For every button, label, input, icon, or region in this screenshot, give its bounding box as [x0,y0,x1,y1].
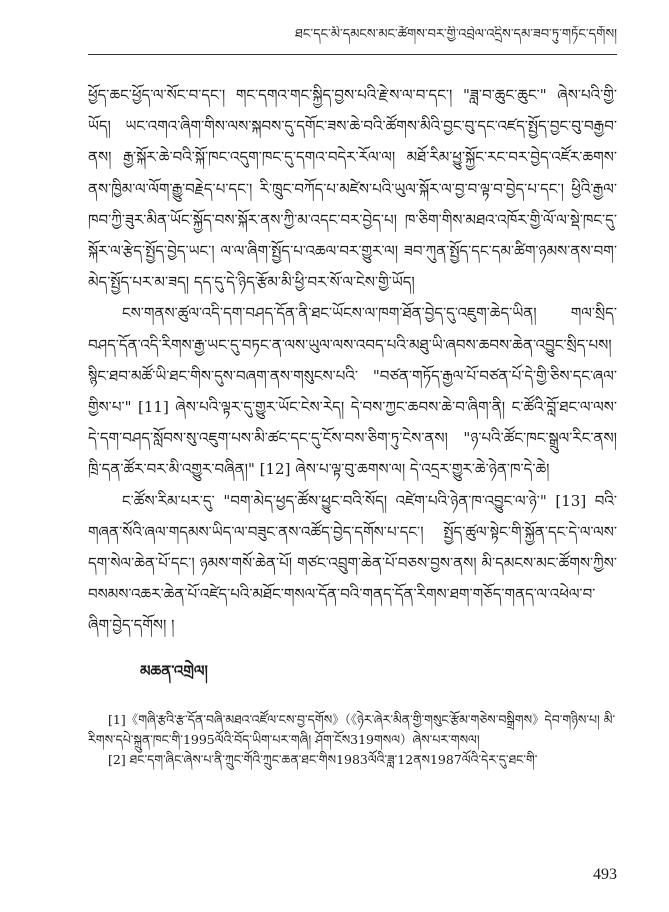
header-rule [88,54,617,55]
paragraph-text: ང་ཚོས་རིམ་པར་དུ་ "བག་མེད་ཕྱད་ཚོས་ཕྱུང་བའི་སོད། འཛེག་པའི་ཉེན་ཁ་འབྱུང་ལ་ཉེ་" [13] བའི་གཞན་སོའི་ཞལ་གདམས་ཡིད་ལ་བཟུང་ནས་འཚོད་བྱེད་དགོས་པ་དང་། སྤྱོད་ཚུལ་སྟེང་གི་སྐྱོན་དང་དེ་ལ་ལས་དག་སེལ་ཆེན་པོ་དང་། ཉམས་གསོ་ཆེན་པོ། གཙང་འབྲུག་ཆེན་པོ་བཅས་བྱས་ནས། མི་དམངས་མང་ཚོགས་ཀྱིས་བསམས་འཆར་ཆེན་པོ་འཛེད་པའི་མཐོང་གསལ་དོན་བའི་གནད་དོན་རིགས་ཐག་གཅོད་གནད་ལ་འཕེལ་བ་ཞིག་བྱེད་དགོས། ། [88,491,617,635]
footnote-1: [1]《གཞི་རྩའི་རྩ་དོན་བཞི་མཐའ་འཛོལ་ངས་བྱ་དགོས》（《ཉེར་ཞེར་མིན་གྱི་གསུང་རྩོམ་གཅེས་བསྒྲིགས》དེབ་གཉིས་པ། མི་རིགས་དཔེ་སྐྲུན་ཁང་གི་1995ལོའི་བོད་ཡིག་པར་གཞི། ཤོག་ངོས319གསལ）ཞེས་པར་གསལ། [88,712,616,747]
page-number: 493 [593,866,617,883]
paragraph-1 [88,80,617,298]
paragraph-2 [88,298,617,485]
paragraph-text: ངས་གནས་ཚུལ་འདི་དག་བཤད་དོན་ནི་ཐང་ཡོངས་ལ་ཁག་ཐོན་བྱེད་དུ་འཇུག་ཆེད་ཡིན། གལ་སྲིད་བཤད་དོན་འདི་རིགས་རྒྱ་ཡང་དུ་བཏང་ན་ལས་ཡུལ་ལས་འབད་པའི་མཐུ་ཡི་ཞབས་ཆབས་ཆེན་འབྱུང་སྲིད་པས། སྙིང་ཐབ་མཚོ་ཡི་ཐང་གིས་དུས་བཞག་ནས་གསུངས་པའི་ "བཙན་གཏོད་རྒྱལ་པོ་བཙན་པོ་དེ་གྱི་ཅིས་དང་ཞལ་གྱིས་པ་" [11] ཞེས་པའི་ལྟར་དུ་གྱུར་ཡོང་ངེས་རེད། དེ་བས་ཀྱང་ཆབས་ཆེ་བ་ཞིག་ནི། ང་ཚོའི་བློ་ཐང་ལ་ལས་དེ་དག་བཤད་སློབས་སུ་འཇུག་པས་མི་ཚང་དང་དུ་ངོས་བས་ཅིག་ཏུ་ངེས་ནས། "ཉ་པའི་ཚོང་ཁང་སྒྲུལ་རིང་ནས། ཁྲི་དན་ཚོར་བར་མི་འགྱུར་བཞིན།" [12] ཞེས་པ་ལྟ་བུ་ཆགས་ལ། དེ་འདྲར་གྱུར་ཆེ་ཉེན་ཁ་དེ་ཆེ། [88,304,617,479]
paragraph-3 [88,486,617,642]
paragraph-text: ཕྱོད་ཆང་ཕྱོད་ལ་སོང་བ་དང་། གང་དགའ་གང་སྐྱིད་བྱས་པའི་རྗེ་ས་ལ་བ་དང་། "ཟླ་བ་ཆུང་ཆུང་" ཞེས་པའི་གྱི་ཡོད། ཡང་འགའ་ཞིག་གིས་ལས་སྐབས་དུ་དགོང་ཟས་ཆེ་བའི་ཚོགས་མིའི་བྱང་བུ་དང་འཛད་སྤྱོད་བྱང་བུ་བརྒྱབ་ནས། རྒྱ་སྐོར་ཆེ་བའི་སྐོ་ཁང་འདུག་ཁང་དུ་དགའ་བདེར་རོལ་ལ། མཐོ་རིམ་ཕྱུ་སྐྱོང་རང་བར་བྱེད་འཛོར་ཆགས་ནས་ཁྱིམ་ལ་ལོག་རྒྱུ་བརྗེད་པ་དང་། རི་ཁྲུང་བཀོད་པ་མཛེས་པའི་ཡུལ་སྐོར་ལ་བྱ་བ་ལྟ་བ་བྱེད་པ་དང་། ཕྱིའི་རྒྱལ་ཁབ་ཀྱི་ཟུར་མིན་ཡོང་སྐྱོད་བས་སྐོར་ནས་ཀྱི་མ་འདང་བར་བྱེད་པ། ཁ་ཅིག་གིས་མཐའ་འཁོར་གྱི་ལོ་ལ་སྡེ་ཁང་དུ་སྐོར་ལ་རྩེད་སྤྱོད་བྱེད་ཡང་། ལ་ལ་ཞིག་སྤྱོད་པ་འཆལ་བར་གྱུར་ལ། ཟབ་ཀུན་སྤྱོད་དང་དམ་ཚིག་ཉམས་ནས་བག་མེད་སྤྱོད་པར་མ་ཟད། དད་དུ་དེ་ཉིད་རྩོམ་མི་ཕྱི་བར་སོ་ལ་ངེས་གྱི་ཡོད། [88,86,617,292]
notes-heading: མཆན་འགྲེལ། [140,662,208,680]
footnote-2: [2] ཐང་དག་ཞིང་ཞེས་པ་ནི་ཀྲུང་གོའི་ཀྲུང་ཆན་ཐང་གིས1983ལོའི་ཟླ་12ནས1987ལོའི་དེར་དུ་ཐང་གི་ [108,752,538,767]
running-header: ཐང་དང་མི་དམངས་མང་ཚོགས་བར་གྱི་འབྲེལ་འདྲིས་དམ་ཟབ་ཏུ་གཏོང་དགོས། [295,27,617,42]
footnotes [88,710,617,770]
body-text [88,80,617,642]
